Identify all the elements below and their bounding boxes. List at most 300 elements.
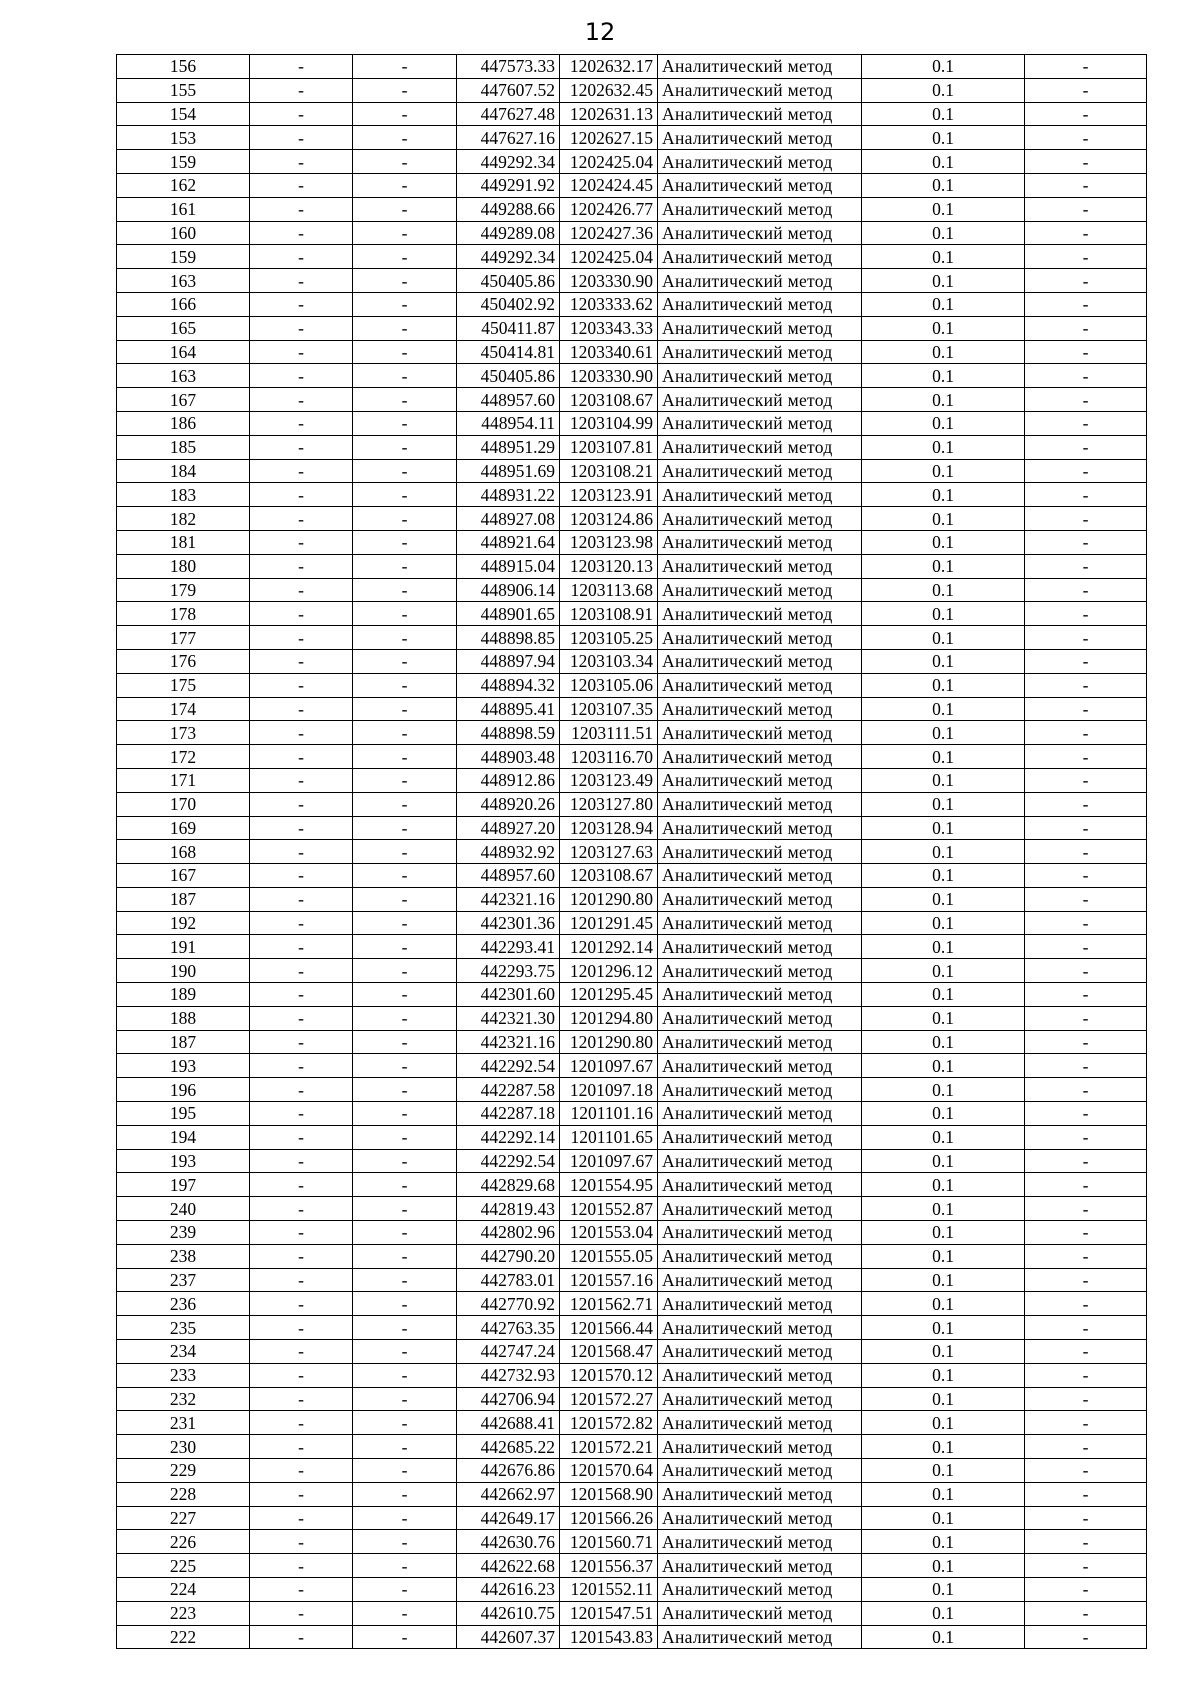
point-number-cell: 192 <box>117 911 250 935</box>
table-row <box>117 1387 1147 1411</box>
accuracy-cell: 0.1 <box>862 864 1025 888</box>
empty-cell: - <box>1025 364 1147 388</box>
empty-cell: - <box>353 316 457 340</box>
x-coordinate-cell: 442662.97 <box>457 1482 560 1506</box>
x-coordinate-cell: 442287.58 <box>457 1078 560 1102</box>
empty-cell: - <box>353 959 457 983</box>
x-coordinate-cell: 448927.20 <box>457 816 560 840</box>
accuracy-cell: 0.1 <box>862 245 1025 269</box>
empty-cell: - <box>1025 483 1147 507</box>
point-number-cell: 168 <box>117 840 250 864</box>
accuracy-cell: 0.1 <box>862 1578 1025 1602</box>
empty-cell: - <box>353 602 457 626</box>
y-coordinate-cell: 1203108.91 <box>560 602 658 626</box>
point-number-cell: 232 <box>117 1387 250 1411</box>
empty-cell: - <box>353 768 457 792</box>
empty-cell: - <box>250 1173 353 1197</box>
point-number-cell: 179 <box>117 578 250 602</box>
empty-cell: - <box>353 1125 457 1149</box>
method-cell: Аналитический метод <box>658 1363 862 1387</box>
method-cell: Аналитический метод <box>658 768 862 792</box>
point-number-cell: 196 <box>117 1078 250 1102</box>
accuracy-cell: 0.1 <box>862 1625 1025 1649</box>
x-coordinate-cell: 442783.01 <box>457 1268 560 1292</box>
empty-cell: - <box>250 626 353 650</box>
empty-cell: - <box>353 626 457 650</box>
point-number-cell: 238 <box>117 1244 250 1268</box>
point-number-cell: 163 <box>117 364 250 388</box>
empty-cell: - <box>1025 221 1147 245</box>
empty-cell: - <box>1025 411 1147 435</box>
point-number-cell: 178 <box>117 602 250 626</box>
empty-cell: - <box>1025 1340 1147 1364</box>
x-coordinate-cell: 448915.04 <box>457 554 560 578</box>
empty-cell: - <box>353 1625 457 1649</box>
table-row <box>117 269 1147 293</box>
method-cell: Аналитический метод <box>658 221 862 245</box>
empty-cell: - <box>1025 340 1147 364</box>
method-cell: Аналитический метод <box>658 388 862 412</box>
empty-cell: - <box>1025 1459 1147 1483</box>
table-row <box>117 602 1147 626</box>
y-coordinate-cell: 1202426.77 <box>560 197 658 221</box>
x-coordinate-cell: 442630.76 <box>457 1530 560 1554</box>
method-cell: Аналитический метод <box>658 507 862 531</box>
accuracy-cell: 0.1 <box>862 483 1025 507</box>
accuracy-cell: 0.1 <box>862 1530 1025 1554</box>
empty-cell: - <box>250 1125 353 1149</box>
accuracy-cell: 0.1 <box>862 1006 1025 1030</box>
method-cell: Аналитический метод <box>658 1292 862 1316</box>
x-coordinate-cell: 449289.08 <box>457 221 560 245</box>
table-row <box>117 1173 1147 1197</box>
method-cell: Аналитический метод <box>658 554 862 578</box>
table-row <box>117 435 1147 459</box>
method-cell: Аналитический метод <box>658 673 862 697</box>
empty-cell: - <box>1025 745 1147 769</box>
empty-cell: - <box>1025 1197 1147 1221</box>
x-coordinate-cell: 450402.92 <box>457 292 560 316</box>
y-coordinate-cell: 1203107.81 <box>560 435 658 459</box>
empty-cell: - <box>1025 1125 1147 1149</box>
method-cell: Аналитический метод <box>658 1125 862 1149</box>
empty-cell: - <box>250 388 353 412</box>
empty-cell: - <box>1025 1054 1147 1078</box>
accuracy-cell: 0.1 <box>862 1102 1025 1126</box>
table-row <box>117 459 1147 483</box>
point-number-cell: 176 <box>117 649 250 673</box>
x-coordinate-cell: 447627.16 <box>457 126 560 150</box>
method-cell: Аналитический метод <box>658 697 862 721</box>
method-cell: Аналитический метод <box>658 1459 862 1483</box>
table-row <box>117 1530 1147 1554</box>
empty-cell: - <box>353 1316 457 1340</box>
empty-cell: - <box>1025 530 1147 554</box>
y-coordinate-cell: 1201553.04 <box>560 1221 658 1245</box>
point-number-cell: 190 <box>117 959 250 983</box>
empty-cell: - <box>250 792 353 816</box>
x-coordinate-cell: 442301.36 <box>457 911 560 935</box>
empty-cell: - <box>1025 126 1147 150</box>
empty-cell: - <box>1025 1554 1147 1578</box>
empty-cell: - <box>353 1340 457 1364</box>
y-coordinate-cell: 1201295.45 <box>560 983 658 1007</box>
x-coordinate-cell: 448898.59 <box>457 721 560 745</box>
x-coordinate-cell: 450405.86 <box>457 269 560 293</box>
empty-cell: - <box>1025 245 1147 269</box>
point-number-cell: 187 <box>117 1030 250 1054</box>
y-coordinate-cell: 1201296.12 <box>560 959 658 983</box>
x-coordinate-cell: 442287.18 <box>457 1102 560 1126</box>
table-row <box>117 1316 1147 1340</box>
y-coordinate-cell: 1203127.63 <box>560 840 658 864</box>
table-row <box>117 483 1147 507</box>
table-row <box>117 197 1147 221</box>
empty-cell: - <box>1025 1030 1147 1054</box>
empty-cell: - <box>250 102 353 126</box>
empty-cell: - <box>353 1578 457 1602</box>
method-cell: Аналитический метод <box>658 1387 862 1411</box>
empty-cell: - <box>250 911 353 935</box>
empty-cell: - <box>353 1554 457 1578</box>
empty-cell: - <box>250 1340 353 1364</box>
table-row <box>117 935 1147 959</box>
y-coordinate-cell: 1202632.17 <box>560 55 658 79</box>
y-coordinate-cell: 1203333.62 <box>560 292 658 316</box>
method-cell: Аналитический метод <box>658 1625 862 1649</box>
empty-cell: - <box>250 459 353 483</box>
empty-cell: - <box>353 530 457 554</box>
point-number-cell: 163 <box>117 269 250 293</box>
empty-cell: - <box>250 1268 353 1292</box>
empty-cell: - <box>353 507 457 531</box>
point-number-cell: 188 <box>117 1006 250 1030</box>
accuracy-cell: 0.1 <box>862 1554 1025 1578</box>
point-number-cell: 166 <box>117 292 250 316</box>
empty-cell: - <box>1025 1102 1147 1126</box>
empty-cell: - <box>250 1316 353 1340</box>
table-row <box>117 721 1147 745</box>
table-row <box>117 697 1147 721</box>
accuracy-cell: 0.1 <box>862 1149 1025 1173</box>
point-number-cell: 191 <box>117 935 250 959</box>
empty-cell: - <box>250 1102 353 1126</box>
empty-cell: - <box>250 1601 353 1625</box>
point-number-cell: 237 <box>117 1268 250 1292</box>
empty-cell: - <box>353 245 457 269</box>
point-number-cell: 173 <box>117 721 250 745</box>
empty-cell: - <box>353 221 457 245</box>
coordinates-table <box>116 54 1147 1649</box>
x-coordinate-cell: 442293.75 <box>457 959 560 983</box>
x-coordinate-cell: 448951.29 <box>457 435 560 459</box>
accuracy-cell: 0.1 <box>862 602 1025 626</box>
empty-cell: - <box>250 78 353 102</box>
point-number-cell: 161 <box>117 197 250 221</box>
table-row <box>117 1625 1147 1649</box>
accuracy-cell: 0.1 <box>862 1244 1025 1268</box>
point-number-cell: 182 <box>117 507 250 531</box>
accuracy-cell: 0.1 <box>862 1173 1025 1197</box>
table-row <box>117 1482 1147 1506</box>
point-number-cell: 177 <box>117 626 250 650</box>
empty-cell: - <box>250 173 353 197</box>
accuracy-cell: 0.1 <box>862 840 1025 864</box>
accuracy-cell: 0.1 <box>862 768 1025 792</box>
y-coordinate-cell: 1203128.94 <box>560 816 658 840</box>
empty-cell: - <box>353 1292 457 1316</box>
empty-cell: - <box>353 1482 457 1506</box>
empty-cell: - <box>250 1197 353 1221</box>
accuracy-cell: 0.1 <box>862 1506 1025 1530</box>
point-number-cell: 223 <box>117 1601 250 1625</box>
empty-cell: - <box>1025 935 1147 959</box>
empty-cell: - <box>250 554 353 578</box>
empty-cell: - <box>353 1387 457 1411</box>
accuracy-cell: 0.1 <box>862 935 1025 959</box>
y-coordinate-cell: 1201556.37 <box>560 1554 658 1578</box>
point-number-cell: 240 <box>117 1197 250 1221</box>
point-number-cell: 165 <box>117 316 250 340</box>
point-number-cell: 229 <box>117 1459 250 1483</box>
empty-cell: - <box>250 1221 353 1245</box>
method-cell: Аналитический метод <box>658 602 862 626</box>
table-row <box>117 1006 1147 1030</box>
empty-cell: - <box>250 697 353 721</box>
method-cell: Аналитический метод <box>658 102 862 126</box>
method-cell: Аналитический метод <box>658 126 862 150</box>
point-number-cell: 180 <box>117 554 250 578</box>
x-coordinate-cell: 442763.35 <box>457 1316 560 1340</box>
y-coordinate-cell: 1201568.90 <box>560 1482 658 1506</box>
point-number-cell: 170 <box>117 792 250 816</box>
y-coordinate-cell: 1202427.36 <box>560 221 658 245</box>
x-coordinate-cell: 442706.94 <box>457 1387 560 1411</box>
table-row <box>117 1268 1147 1292</box>
method-cell: Аналитический метод <box>658 78 862 102</box>
accuracy-cell: 0.1 <box>862 1387 1025 1411</box>
page-number: 12 <box>584 18 616 46</box>
empty-cell: - <box>1025 1292 1147 1316</box>
y-coordinate-cell: 1202425.04 <box>560 150 658 174</box>
empty-cell: - <box>1025 316 1147 340</box>
empty-cell: - <box>353 126 457 150</box>
y-coordinate-cell: 1203123.91 <box>560 483 658 507</box>
empty-cell: - <box>1025 55 1147 79</box>
x-coordinate-cell: 442790.20 <box>457 1244 560 1268</box>
empty-cell: - <box>353 1601 457 1625</box>
x-coordinate-cell: 447627.48 <box>457 102 560 126</box>
empty-cell: - <box>1025 1316 1147 1340</box>
y-coordinate-cell: 1203127.80 <box>560 792 658 816</box>
empty-cell: - <box>250 1078 353 1102</box>
method-cell: Аналитический метод <box>658 1554 862 1578</box>
empty-cell: - <box>1025 1578 1147 1602</box>
x-coordinate-cell: 449292.34 <box>457 245 560 269</box>
accuracy-cell: 0.1 <box>862 578 1025 602</box>
empty-cell: - <box>1025 578 1147 602</box>
empty-cell: - <box>250 1411 353 1435</box>
empty-cell: - <box>353 1435 457 1459</box>
method-cell: Аналитический метод <box>658 459 862 483</box>
y-coordinate-cell: 1203123.49 <box>560 768 658 792</box>
accuracy-cell: 0.1 <box>862 1268 1025 1292</box>
accuracy-cell: 0.1 <box>862 269 1025 293</box>
y-coordinate-cell: 1203108.67 <box>560 388 658 412</box>
method-cell: Аналитический метод <box>658 530 862 554</box>
empty-cell: - <box>1025 1482 1147 1506</box>
y-coordinate-cell: 1203104.99 <box>560 411 658 435</box>
accuracy-cell: 0.1 <box>862 959 1025 983</box>
y-coordinate-cell: 1203103.34 <box>560 649 658 673</box>
method-cell: Аналитический метод <box>658 364 862 388</box>
empty-cell: - <box>1025 840 1147 864</box>
method-cell: Аналитический метод <box>658 745 862 769</box>
method-cell: Аналитический метод <box>658 269 862 293</box>
table-row <box>117 1197 1147 1221</box>
x-coordinate-cell: 442292.54 <box>457 1149 560 1173</box>
empty-cell: - <box>1025 816 1147 840</box>
point-number-cell: 175 <box>117 673 250 697</box>
x-coordinate-cell: 442607.37 <box>457 1625 560 1649</box>
accuracy-cell: 0.1 <box>862 697 1025 721</box>
empty-cell: - <box>1025 292 1147 316</box>
empty-cell: - <box>1025 459 1147 483</box>
method-cell: Аналитический метод <box>658 1221 862 1245</box>
empty-cell: - <box>1025 1435 1147 1459</box>
accuracy-cell: 0.1 <box>862 673 1025 697</box>
empty-cell: - <box>353 1530 457 1554</box>
table-row <box>117 1601 1147 1625</box>
x-coordinate-cell: 448912.86 <box>457 768 560 792</box>
empty-cell: - <box>1025 887 1147 911</box>
method-cell: Аналитический метод <box>658 1411 862 1435</box>
method-cell: Аналитический метод <box>658 840 862 864</box>
method-cell: Аналитический метод <box>658 1578 862 1602</box>
empty-cell: - <box>1025 649 1147 673</box>
y-coordinate-cell: 1202632.45 <box>560 78 658 102</box>
y-coordinate-cell: 1201543.83 <box>560 1625 658 1649</box>
empty-cell: - <box>250 935 353 959</box>
method-cell: Аналитический метод <box>658 721 862 745</box>
empty-cell: - <box>353 340 457 364</box>
point-number-cell: 154 <box>117 102 250 126</box>
empty-cell: - <box>1025 1244 1147 1268</box>
y-coordinate-cell: 1201560.71 <box>560 1530 658 1554</box>
empty-cell: - <box>1025 507 1147 531</box>
y-coordinate-cell: 1201572.82 <box>560 1411 658 1435</box>
x-coordinate-cell: 448894.32 <box>457 673 560 697</box>
x-coordinate-cell: 448957.60 <box>457 388 560 412</box>
x-coordinate-cell: 448951.69 <box>457 459 560 483</box>
point-number-cell: 169 <box>117 816 250 840</box>
y-coordinate-cell: 1201570.12 <box>560 1363 658 1387</box>
point-number-cell: 153 <box>117 126 250 150</box>
x-coordinate-cell: 448895.41 <box>457 697 560 721</box>
y-coordinate-cell: 1202425.04 <box>560 245 658 269</box>
accuracy-cell: 0.1 <box>862 1221 1025 1245</box>
point-number-cell: 230 <box>117 1435 250 1459</box>
y-coordinate-cell: 1203108.21 <box>560 459 658 483</box>
accuracy-cell: 0.1 <box>862 792 1025 816</box>
accuracy-cell: 0.1 <box>862 1601 1025 1625</box>
table-row <box>117 55 1147 79</box>
empty-cell: - <box>353 1221 457 1245</box>
y-coordinate-cell: 1203108.67 <box>560 864 658 888</box>
empty-cell: - <box>250 245 353 269</box>
table-row <box>117 768 1147 792</box>
empty-cell: - <box>250 649 353 673</box>
point-number-cell: 159 <box>117 150 250 174</box>
empty-cell: - <box>250 507 353 531</box>
empty-cell: - <box>353 1506 457 1530</box>
accuracy-cell: 0.1 <box>862 983 1025 1007</box>
point-number-cell: 171 <box>117 768 250 792</box>
accuracy-cell: 0.1 <box>862 554 1025 578</box>
point-number-cell: 156 <box>117 55 250 79</box>
empty-cell: - <box>353 840 457 864</box>
method-cell: Аналитический метод <box>658 864 862 888</box>
accuracy-cell: 0.1 <box>862 197 1025 221</box>
y-coordinate-cell: 1201562.71 <box>560 1292 658 1316</box>
empty-cell: - <box>250 1006 353 1030</box>
accuracy-cell: 0.1 <box>862 316 1025 340</box>
empty-cell: - <box>353 150 457 174</box>
y-coordinate-cell: 1203120.13 <box>560 554 658 578</box>
method-cell: Аналитический метод <box>658 1173 862 1197</box>
method-cell: Аналитический метод <box>658 173 862 197</box>
method-cell: Аналитический метод <box>658 1006 862 1030</box>
point-number-cell: 193 <box>117 1054 250 1078</box>
table-row <box>117 887 1147 911</box>
empty-cell: - <box>250 1578 353 1602</box>
point-number-cell: 197 <box>117 1173 250 1197</box>
empty-cell: - <box>353 935 457 959</box>
empty-cell: - <box>353 292 457 316</box>
empty-cell: - <box>1025 1506 1147 1530</box>
table-row <box>117 126 1147 150</box>
x-coordinate-cell: 448903.48 <box>457 745 560 769</box>
x-coordinate-cell: 442747.24 <box>457 1340 560 1364</box>
empty-cell: - <box>353 1268 457 1292</box>
empty-cell: - <box>353 197 457 221</box>
method-cell: Аналитический метод <box>658 55 862 79</box>
method-cell: Аналитический метод <box>658 935 862 959</box>
empty-cell: - <box>353 78 457 102</box>
table-row <box>117 816 1147 840</box>
table-row <box>117 102 1147 126</box>
point-number-cell: 159 <box>117 245 250 269</box>
method-cell: Аналитический метод <box>658 1149 862 1173</box>
x-coordinate-cell: 450411.87 <box>457 316 560 340</box>
x-coordinate-cell: 448927.08 <box>457 507 560 531</box>
y-coordinate-cell: 1201566.44 <box>560 1316 658 1340</box>
accuracy-cell: 0.1 <box>862 530 1025 554</box>
method-cell: Аналитический метод <box>658 245 862 269</box>
table-row <box>117 554 1147 578</box>
x-coordinate-cell: 442802.96 <box>457 1221 560 1245</box>
table-row <box>117 388 1147 412</box>
empty-cell: - <box>353 697 457 721</box>
accuracy-cell: 0.1 <box>862 388 1025 412</box>
accuracy-cell: 0.1 <box>862 126 1025 150</box>
table-body <box>117 55 1147 1649</box>
x-coordinate-cell: 448901.65 <box>457 602 560 626</box>
empty-cell: - <box>353 983 457 1007</box>
method-cell: Аналитический метод <box>658 1340 862 1364</box>
y-coordinate-cell: 1201097.18 <box>560 1078 658 1102</box>
empty-cell: - <box>1025 102 1147 126</box>
